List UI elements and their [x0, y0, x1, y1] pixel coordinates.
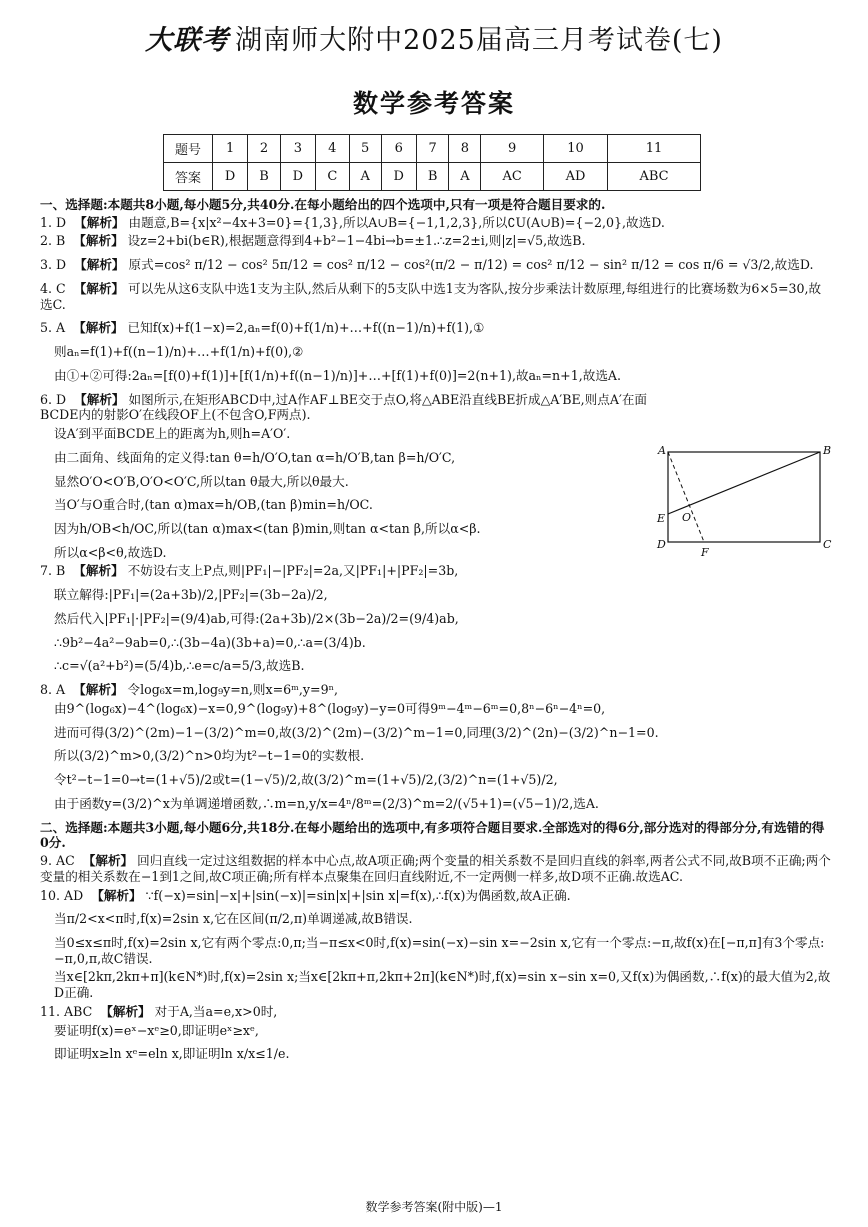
solution-number: 10. AD — [40, 887, 84, 903]
answer-table-answer-row — [164, 163, 701, 191]
solution-line: 所以α<β<θ,故选D. — [54, 544, 167, 560]
solution-number: 8. A — [40, 682, 66, 698]
brand-name: 大联考 — [145, 25, 230, 56]
solution-line: 令t²−t−1=0→t=(1+√5)/2或t=(1−√5)/2,故(3/2)^m=(1+√5)/2,(3/2)^n=(1+√5)/2, — [54, 772, 558, 788]
row-label-answer: 答案 — [164, 163, 213, 191]
solution-text: 已知f(x)+f(1−x)=2,aₙ=f(0)+f(1/n)+…+f((n−1)/n)+f(1),① — [127, 320, 485, 336]
solution-tag: 【解析】 — [73, 563, 124, 579]
answer-cell: B — [248, 163, 281, 191]
solution-content — [40, 196, 832, 1070]
answer-cell: AD — [544, 163, 608, 191]
question-number: 6 — [381, 135, 416, 163]
question-number: 4 — [315, 135, 349, 163]
solution-number: 5. A — [40, 320, 66, 336]
solution-tag: 【解析】 — [74, 391, 125, 407]
solution-line: 即证明x≥ln xᵉ=eln x,即证明ln x/x≤1/e. — [54, 1046, 290, 1062]
question-number: 2 — [248, 135, 281, 163]
exam-title: 湖南师大附中2025届高三月考试卷(七) — [235, 25, 723, 56]
solution-item-9 — [40, 853, 832, 884]
solution-item-4 — [40, 281, 832, 312]
solution-line: 当0≤x≤π时,f(x)=2sin x,它有两个零点:0,π;当−π≤x<0时,f(x)=sin(−x)−sin x=−2sin x,它有一个零点:−π,故f(x)在[−π,π]有3个零点:−π,0,π,故C错误. — [54, 934, 825, 966]
solution-number: 2. B — [40, 233, 66, 249]
solution-text: 可以先从这6支队中选1支为主队,然后从剩下的5支队中选1支为客队,按分步乘法计数原理,每组进行的比赛场数为6×5=30,故选C. — [40, 280, 822, 312]
solution-item-10 — [40, 888, 832, 1001]
solution-tag: 【解析】 — [73, 280, 125, 296]
solution-item-5 — [40, 320, 832, 383]
label-b: B — [823, 444, 832, 457]
question-number: 9 — [481, 135, 544, 163]
answer-cell: D — [280, 163, 315, 191]
solution-text: 回归直线一定过这组数据的样本中心点,故A项正确;两个变量的相关系数不是回归直线的斜率,两者公式不同,故B项不正确;两个变量的相关系数在−1到1之间,故C项正确;所有样本点聚集在回归直线附近,不一定两侧一样多,故D项不正确.故选AC. — [40, 853, 831, 884]
solution-text: 令log₆x=m,log₉y=n,则x=6ᵐ,y=9ⁿ, — [127, 682, 339, 698]
answer-cell: ABC — [608, 163, 701, 191]
solution-item-7 — [40, 563, 832, 674]
solution-line: 由于函数y=(3/2)^x为单调递增函数,∴m=n,y/x=4ⁿ/8ᵐ=(2/3)^m=2/(√5+1)=(√5−1)/2,选A. — [54, 795, 599, 811]
section-heading: 二、选择题:本题共3小题,每小题6分,共18分.在每小题给出的选项中,有多项符合题目要求.全部选对的得6分,部分选对的得部分分,有选错的得0分. — [40, 819, 825, 851]
solution-tag: 【解析】 — [73, 233, 124, 249]
solution-text: 不妨设右支上P点,则|PF₁|−|PF₂|=2a,又|PF₁|+|PF₂|=3b, — [127, 563, 459, 579]
solution-line: 由①+②可得:2aₙ=[f(0)+f(1)]+[f(1/n)+f((n−1)/n)]+…+[f(1)+f(0)]=2(n+1),故aₙ=n+1,故选A. — [54, 367, 622, 383]
solution-text: 由题意,B={x|x²−4x+3=0}={1,3},所以A∪B={−1,1,2,3},所以∁U(A∪B)={−2,0},故选D. — [128, 214, 665, 230]
solution-tag: 【解析】 — [73, 320, 124, 336]
question-number: 8 — [449, 135, 481, 163]
question-number: 3 — [280, 135, 315, 163]
answer-cell: A — [349, 163, 381, 191]
solution-number: 7. B — [40, 563, 66, 579]
question-number: 11 — [608, 135, 701, 163]
question-number: 10 — [544, 135, 608, 163]
solution-text: 如图所示,在矩形ABCD中,过A作AF⊥BE交于点O,将△ABE沿直线BE折成△A′BE,则点A′在面BCDE内的射影O′在线段OF上(不包含O,F两点). — [40, 391, 648, 423]
solution-line: 当x∈[2kπ,2kπ+π](k∈N*)时,f(x)=2sin x;当x∈[2kπ+π,2kπ+2π](k∈N*)时,f(x)=sin x−sin x=0,又f(x)为偶函数,∴f(x)的最大值为2,故D正确. — [54, 969, 831, 1001]
solution-line: 所以(3/2)^m>0,(3/2)^n>0均为t²−t−1=0的实数根. — [54, 748, 365, 764]
solution-item-8 — [40, 682, 832, 811]
solution-item-3 — [40, 257, 832, 273]
solution-line: ∴c=√(a²+b²)=(5/4)b,∴e=c/a=5/3,故选B. — [54, 658, 305, 674]
answer-cell: AC — [481, 163, 544, 191]
solution-tag: 【解析】 — [91, 887, 142, 903]
solution-line: 要证明f(x)=eˣ−xᵉ≥0,即证明eˣ≥xᵉ, — [54, 1022, 259, 1038]
answer-cell: B — [416, 163, 449, 191]
solution-line: 进而可得(3/2)^(2m)−1−(3/2)^m=0,故(3/2)^(2m)−(3/2)^m−1=0,同理(3/2)^(2n)−(3/2)^n−1=0. — [54, 724, 659, 740]
page-subtitle: 数学参考答案 — [352, 89, 515, 118]
solution-number: 9. AC — [40, 853, 75, 869]
row-label-number: 题号 — [164, 135, 213, 163]
label-o: O — [682, 511, 692, 524]
page-title — [0, 18, 868, 57]
solution-line: 由9^(log₆x)−4^(log₆x)−x=0,9^(log₉y)+8^(log₉y)−y=0可得9ᵐ−4ᵐ−6ᵐ=0,8ⁿ−6ⁿ−4ⁿ=0, — [54, 700, 606, 716]
solution-tag: 【解析】 — [100, 1003, 151, 1019]
section-heading: 一、选择题:本题共8小题,每小题5分,共40分.在每小题给出的四个选项中,只有一项是符合题目要求的. — [40, 197, 606, 212]
answer-cell: D — [213, 163, 248, 191]
solution-line: 当π/2<x<π时,f(x)=2sin x,它在区间(π/2,π)单调递减,故B错误. — [54, 911, 413, 927]
answer-table — [163, 134, 701, 191]
label-f: F — [701, 546, 709, 559]
segment-be — [668, 452, 820, 514]
solution-line: 因为h/OB<h/OC,所以(tan α)max<(tan β)min,则tan α<tan β,所以α<β. — [54, 521, 481, 537]
solution-line: 联立解得:|PF₁|=(2a+3b)/2,|PF₂|=(3b−2a)/2, — [54, 587, 328, 603]
solution-tag: 【解析】 — [73, 682, 124, 698]
solution-item-6 — [40, 392, 652, 561]
question-number: 1 — [213, 135, 248, 163]
question-number: 7 — [416, 135, 449, 163]
solution-line: 当O′与O重合时,(tan α)max=h/OB,(tan β)min=h/OC. — [54, 497, 373, 513]
label-d: D — [657, 538, 666, 551]
solution-item-11 — [40, 1004, 832, 1062]
answer-cell: C — [315, 163, 349, 191]
answer-table-number-row — [164, 135, 701, 163]
solution-line: 由二面角、线面角的定义得:tan θ=h/O′O,tan α=h/O′B,tan β=h/O′C, — [54, 449, 456, 465]
solution-item-2 — [40, 233, 832, 249]
answer-cell: D — [381, 163, 416, 191]
solution-tag: 【解析】 — [82, 853, 134, 869]
page-footer: 数学参考答案(附中版)—1 — [365, 1200, 503, 1214]
solution-tag: 【解析】 — [74, 257, 125, 273]
solution-item-1 — [40, 215, 832, 231]
solution-number: 6. D — [40, 391, 67, 407]
segment-af — [668, 452, 704, 542]
solution-number: 4. C — [40, 280, 66, 296]
rectangle-abcd — [668, 452, 820, 542]
solution-text: ∵f(−x)=sin|−x|+|sin(−x)|=sin|x|+|sin x|=f(x),∴f(x)为偶函数,故A正确. — [145, 887, 571, 903]
solution-number: 3. D — [40, 257, 67, 273]
answer-cell: A — [449, 163, 481, 191]
label-e: E — [657, 512, 666, 525]
solution-text: 对于A,当a=e,x>0时, — [154, 1003, 278, 1019]
solution-text: 原式=cos² π/12 − cos² 5π/12 = cos² π/12 − cos²(π/2 − π/12) = cos² π/12 − sin² π/12 = cos π/6 = √3/2,故选D. — [128, 257, 814, 273]
solution-number: 1. D — [40, 214, 67, 230]
solution-line: 设A′到平面BCDE上的距离为h,则h=A′O′. — [54, 426, 291, 442]
solution-line: 然后代入|PF₁|·|PF₂|=(9/4)ab,可得:(2a+3b)/2×(3b−2a)/2=(9/4)ab, — [54, 610, 459, 626]
solution-line: 则aₙ=f(1)+f((n−1)/n)+…+f(1/n)+f(0),② — [54, 344, 304, 360]
question-number: 5 — [349, 135, 381, 163]
solution-tag: 【解析】 — [74, 214, 125, 230]
solution-number: 11. ABC — [40, 1003, 93, 1019]
label-c: C — [823, 538, 832, 551]
solution-text: 设z=2+bi(b∈R),根据题意得到4+b²−1−4bi→b=±1.∴z=2±i,则|z|=√5,故选B. — [127, 233, 586, 249]
solution-line: 显然O′O<O′B,O′O<O′C,所以tan θ最大,所以θ最大. — [54, 473, 349, 489]
label-a: A — [658, 444, 666, 457]
solution-line: ∴9b²−4a²−9ab=0,∴(3b−4a)(3b+a)=0,∴a=(3/4)b. — [54, 634, 366, 650]
rectangle-diagram — [654, 444, 834, 560]
